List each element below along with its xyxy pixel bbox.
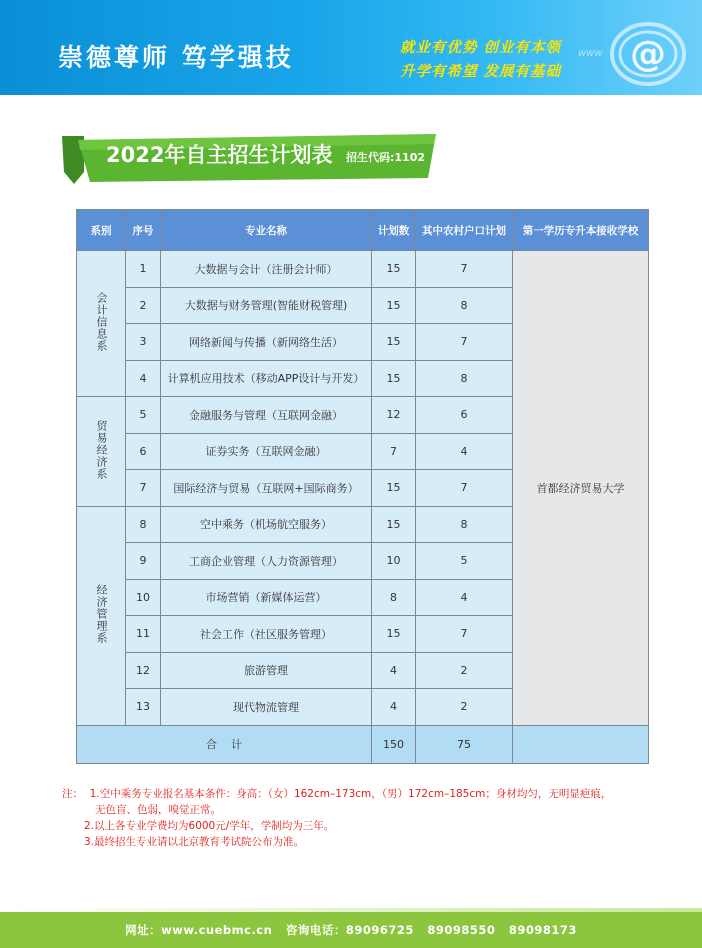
footer-contact: 网址：www.cuebmc.cn 咨询电话：89096725 89098550 89098173 <box>125 923 577 937</box>
row-no: 12 <box>126 652 161 689</box>
row-plan: 4 <box>372 652 416 689</box>
row-major: 大数据与财务管理(智能财税管理) <box>161 287 372 324</box>
notes-section <box>62 786 611 850</box>
row-plan: 15 <box>372 251 416 288</box>
row-major: 大数据与会计（注册会计师） <box>161 251 372 288</box>
row-no: 4 <box>126 360 161 397</box>
row-no: 1 <box>126 251 161 288</box>
row-major: 市场营销（新媒体运营） <box>161 579 372 616</box>
row-no: 8 <box>126 506 161 543</box>
row-rural: 2 <box>416 689 513 726</box>
row-no: 5 <box>126 397 161 434</box>
www-watermark: www <box>578 48 603 59</box>
dept-cell: 会计信息系 <box>77 251 126 397</box>
main-slogan: 崇德尊师 笃学强技 <box>58 43 294 72</box>
header-no: 序号 <box>126 210 161 251</box>
row-plan: 12 <box>372 397 416 434</box>
row-major: 旅游管理 <box>161 652 372 689</box>
row-major: 社会工作（社区服务管理） <box>161 616 372 653</box>
page-title: 2022年自主招生计划表 <box>106 143 333 167</box>
row-plan: 7 <box>372 433 416 470</box>
row-plan: 10 <box>372 543 416 580</box>
row-no: 11 <box>126 616 161 653</box>
row-plan: 8 <box>372 579 416 616</box>
total-row <box>77 725 649 763</box>
row-rural: 7 <box>416 324 513 361</box>
row-major: 金融服务与管理（互联网金融） <box>161 397 372 434</box>
header-plan: 计划数 <box>372 210 416 251</box>
header-dept: 系别 <box>77 210 126 251</box>
row-major: 国际经济与贸易（互联网+国际商务） <box>161 470 372 507</box>
row-plan: 15 <box>372 616 416 653</box>
row-major: 现代物流管理 <box>161 689 372 726</box>
total-rural: 75 <box>416 725 513 763</box>
row-plan: 15 <box>372 506 416 543</box>
row-no: 9 <box>126 543 161 580</box>
slogan-line-2: 升学有希望 发展有基础 <box>400 64 562 80</box>
note-3: 3.最终招生专业请以北京教育考试院公布为准。 <box>84 836 305 848</box>
row-plan: 15 <box>372 287 416 324</box>
table-header-row <box>77 210 649 251</box>
note-2: 2.以上各专业学费均为6000元/学年，学制均为三年。 <box>84 820 335 832</box>
row-no: 7 <box>126 470 161 507</box>
row-rural: 5 <box>416 543 513 580</box>
row-major: 空中乘务（机场航空服务） <box>161 506 372 543</box>
row-plan: 15 <box>372 470 416 507</box>
admission-code: 招生代码:1102 <box>346 151 426 164</box>
row-major: 计算机应用技术（移动APP设计与开发） <box>161 360 372 397</box>
header-major: 专业名称 <box>161 210 372 251</box>
row-rural: 7 <box>416 616 513 653</box>
row-plan: 4 <box>372 689 416 726</box>
row-major: 网络新闻与传播（新网络生活） <box>161 324 372 361</box>
header-school: 第一学历专升本接收学校 <box>513 210 649 251</box>
total-empty <box>513 725 649 763</box>
row-rural: 4 <box>416 579 513 616</box>
row-rural: 7 <box>416 470 513 507</box>
row-no: 6 <box>126 433 161 470</box>
footer-bar <box>0 912 702 948</box>
row-rural: 8 <box>416 360 513 397</box>
row-rural: 7 <box>416 251 513 288</box>
enrollment-plan-table <box>76 209 649 764</box>
row-no: 10 <box>126 579 161 616</box>
row-no: 13 <box>126 689 161 726</box>
table-row <box>77 251 649 288</box>
row-major: 工商企业管理（人力资源管理） <box>161 543 372 580</box>
dept-cell: 经济管理系 <box>77 506 126 725</box>
row-plan: 15 <box>372 324 416 361</box>
row-rural: 8 <box>416 287 513 324</box>
row-no: 2 <box>126 287 161 324</box>
slogan-line-1: 就业有优势 创业有本领 <box>400 40 562 56</box>
total-label: 合 计 <box>77 725 372 763</box>
row-major: 证券实务（互联网金融） <box>161 433 372 470</box>
dept-cell: 贸易经济系 <box>77 397 126 507</box>
total-plan: 150 <box>372 725 416 763</box>
row-rural: 2 <box>416 652 513 689</box>
school-cell: 首都经济贸易大学 <box>513 251 649 726</box>
row-rural: 6 <box>416 397 513 434</box>
note-1: 注： 1.空中乘务专业报名基本条件：身高：（女）162cm–173cm，（男）172cm–185cm；身材均匀，无明显疤痕， <box>62 788 612 800</box>
header-rural: 其中农村户口计划 <box>416 210 513 251</box>
svg-text:@: @ <box>630 34 666 75</box>
row-rural: 8 <box>416 506 513 543</box>
row-plan: 15 <box>372 360 416 397</box>
header-banner <box>0 0 702 95</box>
note-1-cont: 无色盲、色弱，嗅觉正常。 <box>95 804 221 816</box>
row-no: 3 <box>126 324 161 361</box>
row-rural: 4 <box>416 433 513 470</box>
at-sign-logo-icon <box>608 14 688 94</box>
